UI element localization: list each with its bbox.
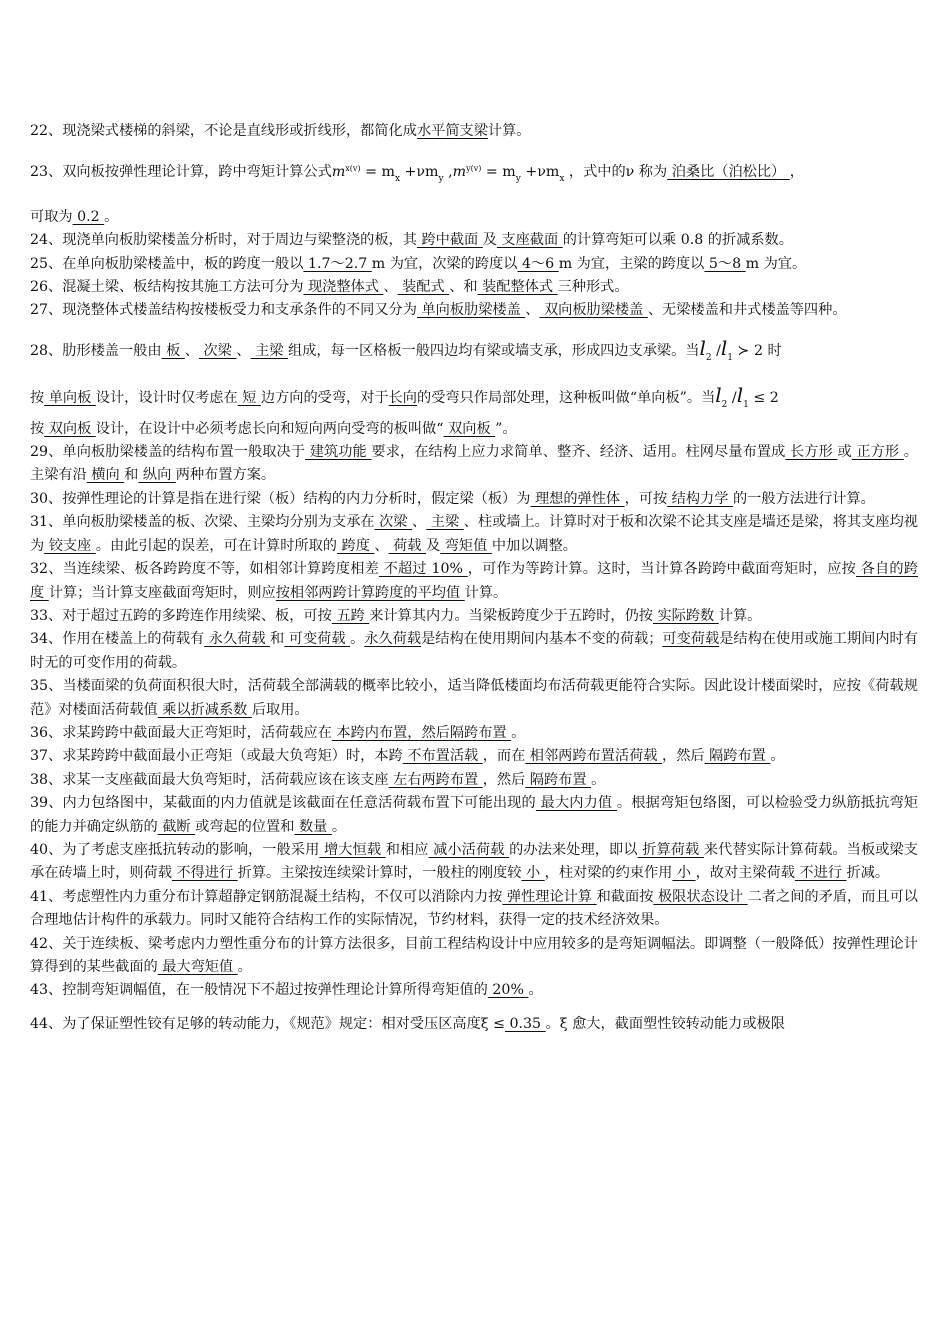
answer-blank: 正方形 <box>851 444 904 461</box>
span-ratio-term: l <box>699 335 706 360</box>
formula-term: m <box>331 164 346 181</box>
question-text: 计算。 <box>718 607 762 624</box>
question-text: m 为宜，次梁的跨度以 <box>371 255 518 272</box>
question-text: m 为宜。 <box>745 255 807 272</box>
answer-blank: 可变荷载 <box>284 631 351 648</box>
answer-blank: 跨度 <box>337 537 375 554</box>
answer-blank: 次梁 <box>198 342 237 359</box>
question-text: ”。 <box>495 420 517 437</box>
question-text: 的计算弯矩可以乘 0.8 的折减系数。 <box>562 232 793 249</box>
paragraph-spacer <box>30 192 918 206</box>
question-text: 38、求某一支座截面最大负弯矩时，活荷载应该在该支座 <box>30 771 389 788</box>
answer-blank: 小 <box>521 865 545 882</box>
answer-blank: 20% <box>487 982 529 999</box>
answer-blank: 减小活荷载 <box>428 841 510 858</box>
answer-blank: 单向板肋梁楼盖 <box>416 302 526 319</box>
question-42 <box>30 933 918 980</box>
question-text: 计算。 <box>464 584 508 601</box>
answer-blank: 装配式 <box>397 279 450 296</box>
question-text: ，然后 <box>662 748 705 765</box>
question-text: 或 <box>837 444 852 461</box>
answer-blank: 水平简支梁 <box>416 123 488 139</box>
question-text: 的受弯只作局部处理，这种板叫做“单向板”。当 <box>417 390 716 407</box>
question-text: 要求，在结构上应力求简单、整齐、经济、适用。柱网尽量布置成 <box>371 444 786 461</box>
question-30 <box>30 488 918 511</box>
answer-blank: 1.7～2.7 <box>303 255 372 272</box>
question-text: 是结构在使用期间内基本不变的荷载； <box>421 631 663 648</box>
question-text: 、 <box>525 302 540 319</box>
question-text: 组成，每一区格板一般四边均有梁或墙支承，形成四边支承梁。当 <box>288 342 700 359</box>
question-text: 、 <box>374 537 389 554</box>
question-text: 和 <box>270 631 285 648</box>
question-text: ≻ 2 时 <box>733 342 782 359</box>
answer-blank: 极限状态设计 <box>653 888 748 905</box>
question-text: 和截面按 <box>596 888 654 905</box>
question-text: ，然后 <box>482 771 526 788</box>
paragraph-spacer <box>30 370 918 384</box>
question-text: 36、求某跨跨中截面最大正弯矩时，活荷载应在 <box>30 724 332 741</box>
question-text: 和相应 <box>385 841 429 858</box>
question-26 <box>30 276 918 299</box>
question-text: 计算；当计算支座截面弯矩时，则应 <box>48 584 276 601</box>
question-35 <box>30 675 918 722</box>
answer-blank: 4～6 <box>517 255 559 272</box>
answer-blank: 不进行 <box>794 865 847 882</box>
question-text: 40、为了考虑支座抵抗转动的影响，一般采用 <box>30 841 320 858</box>
answer-blank: 荷载 <box>388 537 427 554</box>
formula-index: x(v) <box>345 164 361 174</box>
question-text: 折减。 <box>846 865 890 882</box>
question-text: ，式中的ν 称为 <box>564 164 668 181</box>
answer-blank: 跨中截面 <box>416 232 483 249</box>
answer-blank: 弯矩值 <box>440 537 492 554</box>
answer-blank: 建筑功能 <box>305 444 372 461</box>
question-text: 及 <box>482 232 497 249</box>
question-text: 三种形式。 <box>557 279 629 296</box>
answer-blank: 增大恒载 <box>319 841 386 858</box>
question-text: 37、求某跨跨中截面最小正弯矩（或最大负弯矩）时，本跨 <box>30 748 403 765</box>
question-text: 是结构在使用或施工期间内时有时无的可变作用的荷载。 <box>30 631 918 671</box>
answer-blank: 弹性理论计算 <box>502 888 597 905</box>
question-text: 、柱或墙上。计算时对于板和次梁不论其支座是墙还是梁，将其支座均视为 <box>30 514 918 554</box>
question-text: ，柱对梁的约束作用 <box>544 865 673 882</box>
question-37 <box>30 745 918 768</box>
question-text: 和 <box>124 467 139 484</box>
answer-blank: 长方形 <box>785 444 838 461</box>
question-text: 30、按弹性理论的计算是指在进行梁（板）结构的内力分析时，假定梁（板）为 <box>30 490 531 507</box>
question-text: 。由此引起的误差，可在计算时所取的 <box>95 537 337 554</box>
question-text: ，而在 <box>482 748 526 765</box>
answer-blank: 数量 <box>294 818 332 835</box>
answer-blank: 双向板 <box>44 420 96 437</box>
question-text: 折算。主梁按连续梁计算时，一般柱的刚度较 <box>237 865 522 882</box>
answer-blank: 主梁 <box>426 514 464 531</box>
answer-blank: 不超过 10% <box>378 561 468 578</box>
answer-blank: 可变荷载 <box>662 631 720 648</box>
question-36 <box>30 722 918 745</box>
question-28 <box>30 337 918 370</box>
answer-blank: 0.2 <box>72 208 105 225</box>
question-24 <box>30 229 918 252</box>
answer-blank: 0.35 <box>504 1015 546 1032</box>
answer-blank: 五跨 <box>331 607 370 624</box>
question-38 <box>30 769 918 792</box>
question-text: 按 <box>30 420 45 437</box>
answer-blank: 双向板肋梁楼盖 <box>539 302 648 319</box>
answer-blank: 永久荷载 <box>364 631 422 648</box>
question-text: 。 <box>350 631 365 648</box>
question-39 <box>30 792 918 839</box>
question-text: 及 <box>426 537 441 554</box>
question-text: / <box>711 342 721 359</box>
question-text: 、无梁楼盖和井式楼盖等四种。 <box>647 302 847 319</box>
question-text: 33、对于超过五跨的多跨连作用续梁、板，可按 <box>30 607 332 624</box>
answer-blank: 隔跨布置 <box>525 771 592 788</box>
answer-blank: 各自的跨度 <box>30 561 918 601</box>
question-text: 边方向的受弯，对于 <box>260 390 389 407</box>
question-text: 39、内力包络图中，某截面的内力值就是该截面在任意活荷载布置下可能出现的 <box>30 795 536 812</box>
subscript: 1 <box>743 400 749 411</box>
question-text: +νm <box>520 164 560 181</box>
answer-blank: 最大弯矩值 <box>157 959 238 975</box>
answer-blank: 泊桑比（泊松比） <box>667 164 790 181</box>
question-text: +νm <box>400 164 439 181</box>
formula-term: m <box>452 164 467 181</box>
answer-blank: 结构力学 <box>667 490 733 507</box>
question-text: 23、双向板按弹性理论计算，跨中弯矩计算公式 <box>30 164 332 181</box>
answer-blank: 理想的弹性体 <box>530 490 625 507</box>
question-text: 。 <box>770 748 785 765</box>
question-33 <box>30 605 918 628</box>
answer-blank: 不布置活载 <box>402 748 483 765</box>
question-text: 24、现浇单向板肋梁楼盖分析时，对于周边与梁整浇的板，其 <box>30 232 417 249</box>
question-text: ，可作为等跨计算。这时，当计算各跨跨中截面弯矩时，应按 <box>467 561 856 578</box>
question-text: 44、为了保证塑性铰有足够的转动能力，《规范》规定：相对受压区高度ξ ≤ <box>30 1015 505 1032</box>
question-text: , <box>443 164 453 181</box>
question-text: 。 <box>331 818 347 835</box>
answer-blank: 本跨内布置，然后隔跨布置 <box>331 724 512 741</box>
question-text: ， <box>789 164 804 181</box>
subscript: x <box>559 174 565 185</box>
question-text: m 为宜，主梁的跨度以 <box>558 255 705 272</box>
question-text: 25、在单向板肋梁楼盖中，板的跨度一般以 <box>30 255 304 272</box>
question-28b <box>30 384 918 417</box>
question-text: 后取用。 <box>251 701 309 718</box>
answer-blank: 纵向 <box>138 467 176 484</box>
answer-blank: 隔跨布置 <box>704 748 771 765</box>
answer-blank: 永久荷载 <box>204 631 271 648</box>
question-text: 34、作用在楼盖上的荷载有 <box>30 631 205 648</box>
answer-blank: 长向 <box>388 390 417 407</box>
question-40 <box>30 839 918 886</box>
question-text: 二者之间的矛盾，而且可以合理地估计构件的承载力。同时又能符合结构工作的实际情况，节约材料，获得一定的技术经济效果。 <box>30 888 918 929</box>
question-text: 计算。 <box>487 123 531 139</box>
question-text: 、 <box>383 279 398 296</box>
answer-blank: 乘以折减系数 <box>157 701 252 718</box>
question-text: 26、混凝土梁、板结构按其施工方法可分为 <box>30 279 304 296</box>
paragraph-spacer <box>30 143 918 157</box>
span-ratio-term: l <box>736 383 744 408</box>
answer-blank: 左右两跨布置 <box>388 771 483 788</box>
subscript: 2 <box>721 400 728 411</box>
answer-blank: 按相邻两跨计算跨度的平均值 <box>275 584 465 601</box>
question-41 <box>30 886 918 933</box>
question-text: 的办法来处理，即以 <box>509 841 638 858</box>
question-text: 。 <box>528 982 543 999</box>
question-32 <box>30 558 918 605</box>
question-text: 。 <box>511 724 526 741</box>
question-text: 。 <box>591 771 606 788</box>
answer-blank: 截断 <box>157 818 196 835</box>
question-27 <box>30 299 918 322</box>
document-body <box>30 120 918 1036</box>
answer-blank: 折算荷载 <box>637 841 704 858</box>
question-text: 28、肋形楼盖一般由 <box>30 342 162 359</box>
question-text: ≤ 2 <box>748 390 779 407</box>
question-text: ，故对主梁荷载 <box>695 865 795 882</box>
question-22 <box>30 120 918 143</box>
answer-blank: 最大内力值 <box>535 795 617 812</box>
paragraph-spacer <box>30 1003 918 1013</box>
answer-blank: 小 <box>672 865 696 882</box>
question-text: = m <box>360 164 395 181</box>
question-text: = m <box>481 164 516 181</box>
question-text: 41、考虑塑性内力重分布计算超静定钢筋混凝土结构，不仅可以消除内力按 <box>30 888 503 905</box>
answer-blank: 铰支座 <box>44 537 96 554</box>
question-text: 、 <box>412 514 427 531</box>
subscript: 2 <box>705 352 712 363</box>
question-text: 中加以调整。 <box>491 537 577 554</box>
question-23b <box>30 206 918 229</box>
question-23 <box>30 157 918 191</box>
question-29 <box>30 441 918 488</box>
question-text: 两种布置方案。 <box>175 467 276 484</box>
paragraph-spacer <box>30 323 918 337</box>
question-text: 。 <box>104 208 119 225</box>
question-text: 。根据弯矩包络图，可以检验受力纵筋抵抗弯矩的能力并确定纵筋的 <box>30 795 918 835</box>
answer-blank: 不得进行 <box>171 865 238 882</box>
question-text: 43、控制弯矩调幅值，在一般情况下不超过按弹性理论计算所得弯矩值的 <box>30 982 488 999</box>
question-text: 。主梁有沿 <box>30 444 918 484</box>
answer-blank: 支座截面 <box>496 232 563 249</box>
answer-blank: 实际跨数 <box>652 607 719 624</box>
question-44 <box>30 1013 918 1036</box>
subscript: x <box>394 174 401 185</box>
subscript: y <box>515 174 521 185</box>
question-text: / <box>727 390 737 407</box>
question-text: 、 <box>236 342 251 359</box>
question-text: 按 <box>30 390 45 407</box>
question-34 <box>30 628 918 675</box>
span-ratio-term: l <box>720 335 728 360</box>
question-text: ，可按 <box>624 490 668 507</box>
question-31 <box>30 511 918 558</box>
question-text: 、 <box>184 342 199 359</box>
question-text: 。 <box>237 959 252 975</box>
question-25 <box>30 253 918 276</box>
question-text: 可取为 <box>30 208 73 225</box>
answer-blank: 板 <box>161 342 185 359</box>
answer-blank: 相邻两跨布置活荷载 <box>525 748 663 765</box>
question-text: 22、现浇梁式楼梯的斜梁，不论是直线形或折线形，都简化成 <box>30 123 417 139</box>
answer-blank: 现浇整体式 <box>303 279 384 296</box>
question-text: 或弯起的位置和 <box>195 818 295 835</box>
question-text: 来代替实际计算荷载。当板或梁支承在砖墙上时，则荷载 <box>30 841 918 882</box>
question-text: 。ξ 愈大，截面塑性铰转动能力或极限 <box>545 1015 785 1032</box>
question-text: 32、当连续梁、板各跨跨度不等，如相邻计算跨度相差 <box>30 561 379 578</box>
question-text: 31、单向板肋梁楼盖的板、次梁、主梁均分别为支承在 <box>30 514 375 531</box>
answer-blank: 单向板 <box>44 390 96 407</box>
answer-blank: 次梁 <box>374 514 413 531</box>
question-text: 的一般方法进行计算。 <box>732 490 875 507</box>
answer-blank: 短 <box>237 390 261 407</box>
question-28c <box>30 418 918 441</box>
question-text: 29、单向板肋梁楼盖的结构布置一般取决于 <box>30 444 306 461</box>
answer-blank: 横向 <box>86 467 125 484</box>
question-text: 来计算其内力。当梁板跨度少于五跨时，仍按 <box>369 607 653 624</box>
answer-blank: 5～8 <box>704 255 746 272</box>
question-43 <box>30 979 918 1002</box>
subscript: y <box>438 174 444 185</box>
answer-blank: 主梁 <box>250 342 288 359</box>
formula-index: y(v) <box>466 164 482 174</box>
question-text: 35、当楼面梁的负荷面积很大时，活荷载全部满载的概率比较小，适当降低楼面均布活荷载更能符合实际。因此设计楼面梁时，应按《荷载规范》对楼面活荷载值 <box>30 678 918 718</box>
question-text: 27、现浇整体式楼盖结构按楼板受力和支承条件的不同又分为 <box>30 302 417 319</box>
question-text: 42、关于连续板、梁考虑内力塑性重分布的计算方法很多，目前工程结构设计中应用较多的是弯矩调幅法。即调整（一般降低）按弹性理论计算得到的某些截面的 <box>30 935 918 975</box>
question-text: 设计，在设计中必须考虑长向和短向两向受弯的板叫做“ <box>95 420 444 437</box>
span-ratio-term: l <box>715 383 722 408</box>
question-text: 、和 <box>449 279 478 296</box>
answer-blank: 双向板 <box>443 420 496 437</box>
subscript: 1 <box>727 352 734 363</box>
question-text: 设计，设计时仅考虑在 <box>95 390 238 407</box>
answer-blank: 装配整体式 <box>477 279 558 296</box>
